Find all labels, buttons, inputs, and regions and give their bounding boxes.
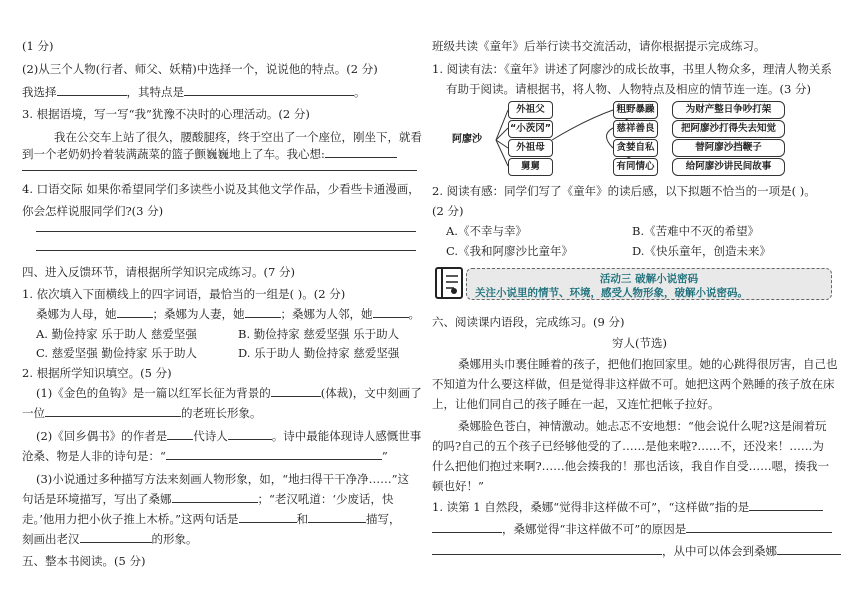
- fill-3-line-1: (3)小说通过多种描写方法来刻画人物形象，如，“地扫得干干净净……”这: [36, 472, 410, 486]
- question-3: 3. 根据语境，写一写“我”犹豫不决时的心理活动。(2 分): [22, 107, 310, 121]
- q2-option-a[interactable]: A.《不幸与幸》: [446, 224, 527, 238]
- passage-p2-line-2: 的吗?自己的五个孩子已经够他受的了……是他来啦?……不，还没来！……为: [432, 439, 824, 453]
- period: 。: [354, 85, 366, 99]
- text: 的形象。: [151, 532, 198, 546]
- score-note: (1 分): [22, 39, 54, 53]
- activity-banner: [432, 264, 832, 304]
- passage-p1-line-3: 上，让他们同自己的孩子睡在一起，又连忙把帐子拉好。: [432, 397, 720, 411]
- text: 和: [296, 512, 309, 526]
- banner-body: [466, 268, 832, 300]
- text: ”: [381, 449, 388, 463]
- plot-box-1[interactable]: 为财产整日争吵打架: [672, 101, 785, 119]
- question-3-passage-1: 我在公交车上站了很久，腰酸腿疼，终于空出了一个座位，刚坐下，就看: [54, 130, 422, 144]
- section-4-question-2: 2. 根据所学知识填空。(5 分): [22, 366, 172, 380]
- activity-intro: 班级共读《童年》后举行读书交流活动，请你根据提示完成练习。: [432, 39, 766, 53]
- passage-p2-line-3: 什么把他们抱过来啊?……他会揍我的！那也活该，我自作自受……嗯，揍我一: [432, 459, 830, 473]
- passage-p1-line-1: 桑娜用头巾裹住睡着的孩子，把他们抱回家里。她的心跳得很厉害，自己也: [458, 357, 838, 371]
- trait-box-2[interactable]: 慈祥善良: [613, 120, 658, 138]
- text: ，桑娜觉得“非这样做不可”的原因是: [502, 522, 687, 536]
- trait-box-3[interactable]: 贪婪自私: [613, 139, 658, 157]
- text: 刻画出老汉: [22, 532, 80, 546]
- label-trait: ，其特点是: [126, 85, 184, 99]
- text: (1)《金色的鱼钩》是一篇以红军长征为背景的: [36, 386, 271, 400]
- person-box-2[interactable]: “小茨冈”: [508, 120, 553, 138]
- banner-subtitle: 关注小说里的情节、环境，感受人物形象，破解小说密码。: [475, 287, 748, 299]
- text: 。诗中最能体现诗人感慨世事: [271, 429, 422, 443]
- trait-box-4[interactable]: 有同情心: [613, 158, 658, 176]
- section-6-heading: 六、阅读课内语段，完成练习。(9 分): [432, 315, 625, 329]
- text: 1. 读第 1 自然段，桑娜“觉得非这样做不可”，“这样做”指的是: [432, 500, 750, 514]
- reading-question-2: 2. 阅读有感：同学们写了《童年》的读后感，以下拟题不恰当的一项是( )。: [432, 184, 816, 198]
- text: (2)《回乡偶书》的作者是: [36, 429, 168, 443]
- blank[interactable]: [432, 543, 662, 555]
- banner-title: 活动三 破解小说密码: [599, 273, 699, 285]
- section-4-heading: 四、进入反馈环节，请根据所学知识完成练习。(7 分): [22, 265, 295, 279]
- reading-question-1-line-2: 有助于阅读。请根据书，将人物、人物特点及相应的情节连一连。(3 分): [446, 82, 811, 96]
- text: 沧桑、物是人非的诗句是：“: [22, 449, 166, 463]
- blank[interactable]: [749, 499, 823, 511]
- period: 。: [408, 307, 420, 321]
- person-box-3[interactable]: 外祖母: [508, 139, 553, 157]
- mind-map-center: 阿廖沙: [452, 134, 482, 145]
- book-icon: [434, 264, 464, 302]
- option-b[interactable]: B. 勤俭持家 慈爱坚强 乐于助人: [238, 327, 400, 341]
- q2-option-c[interactable]: C.《我和阿廖沙比童年》: [446, 244, 574, 258]
- passage-p2-line-4: 顿也好！”: [432, 479, 484, 493]
- trait-box-1[interactable]: 粗野暴躁: [613, 101, 658, 119]
- text: 一位: [22, 406, 45, 420]
- text: ，从中可以体会到桑娜: [662, 544, 777, 558]
- sentence-part: ；桑娜为人妻，她: [152, 307, 245, 321]
- question-2-2: (2)从三个人物(行者、师父、妖精)中选择一个，说说他的特点。(2 分): [22, 62, 378, 76]
- option-a[interactable]: A. 勤俭持家 乐于助人 慈爱坚强: [36, 327, 197, 341]
- text: ；“老汉吼道：‘少废话，快: [257, 492, 394, 506]
- q2-option-d[interactable]: D.《快乐童年，创造未来》: [632, 244, 771, 258]
- sentence-part: ；桑娜为人邻，她: [280, 307, 373, 321]
- plot-box-2[interactable]: 把阿廖沙打得失去知觉: [672, 120, 785, 138]
- blank[interactable]: [777, 543, 841, 555]
- q2-option-b[interactable]: B.《苦难中不灭的希望》: [632, 224, 760, 238]
- passage-p1-line-2: 不知道为什么要这样做，但是觉得非这样做不可。她把这两个熟睡的孩子放在床: [432, 377, 835, 391]
- text: 走。’他用力把小伙子推上木桥。”这两句话是: [22, 512, 239, 526]
- label-choose: 我选择: [22, 85, 57, 99]
- option-d[interactable]: D. 乐于助人 勤俭持家 慈爱坚强: [238, 346, 400, 360]
- section-4-question-1: 1. 依次填入下面横线上的四字词语，最恰当的一组是( )。(2 分): [22, 287, 346, 301]
- text: 代诗人: [193, 429, 228, 443]
- reading-q1-line-2: [432, 521, 832, 537]
- person-box-4[interactable]: 舅舅: [508, 158, 553, 176]
- blank[interactable]: [686, 521, 832, 533]
- sentence-part: 桑娜为人母，她: [36, 307, 117, 321]
- option-c[interactable]: C. 慈爱坚强 勤俭持家 乐于助人: [36, 346, 198, 360]
- reading-question-2-score: (2 分): [432, 204, 464, 218]
- blank[interactable]: [432, 521, 502, 533]
- text: 描写，: [366, 512, 401, 526]
- passage-p2-line-1: 桑娜脸色苍白，神情激动。她忐忑不安地想：“他会说什么呢?这是闹着玩: [458, 419, 827, 433]
- reading-q1-line-3: [432, 543, 841, 559]
- question-4-line-2: 你会怎样说服同学们?(3 分): [22, 204, 164, 218]
- reading-question-1-line-1: 1. 阅读有法：《童年》讲述了阿廖沙的成长故事，书里人物众多，理清人物关系: [432, 62, 832, 76]
- text: 的老班长形象。: [181, 406, 262, 420]
- reading-q1-line-1: [432, 499, 823, 515]
- section-5-heading: 五、整本书阅读。(5 分): [22, 554, 146, 568]
- plot-box-4[interactable]: 给阿廖沙讲民间故事: [672, 158, 785, 176]
- passage-title: 穷人(节选): [612, 336, 667, 350]
- text: 句话是环境描写，写出了桑娜: [22, 492, 172, 506]
- text: (体裁)，文中刻画了: [320, 386, 422, 400]
- plot-box-3[interactable]: 替阿廖沙挡鞭子: [672, 139, 785, 157]
- passage-text: 到一个老奶奶拎着装满蔬菜的篮子颤巍巍地上了车。我心想:: [22, 147, 325, 161]
- person-box-1[interactable]: 外祖父: [508, 101, 553, 119]
- question-4-line-1: 4. 口语交际 如果你希望同学们多读些小说及其他文学作品，少看些卡通漫画，: [22, 182, 420, 196]
